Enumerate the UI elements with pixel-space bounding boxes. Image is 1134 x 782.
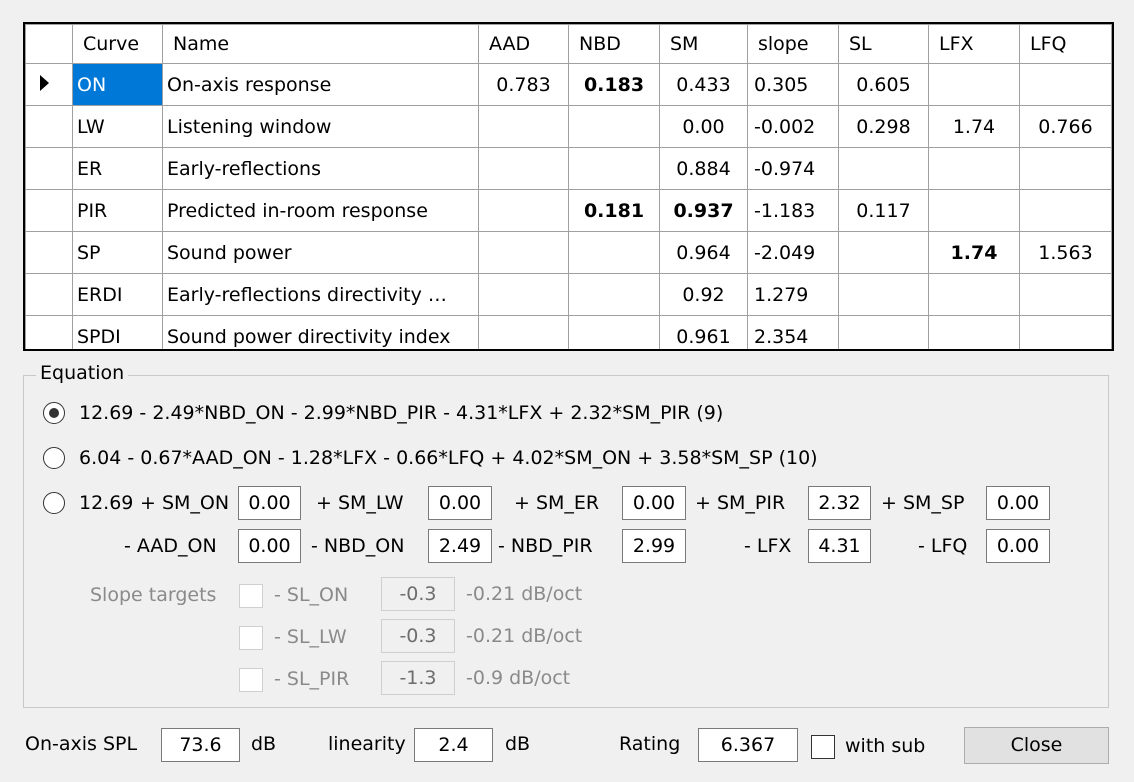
sl-on-field[interactable]: -0.3 [381,577,455,611]
table-row[interactable] [26,190,1112,232]
cell-lfq[interactable]: 1.563 [1020,232,1112,274]
cell-name[interactable]: Early-reflections [163,148,479,190]
cell-slope[interactable]: 1.279 [748,274,839,316]
cell-sm[interactable]: 0.433 [660,64,748,106]
cell-nbd[interactable] [569,148,660,190]
cell-nbd[interactable]: 0.181 [569,190,660,232]
sl-on-target: -0.21 dB/oct [466,583,583,605]
cell-sl[interactable]: 0.117 [839,190,929,232]
cell-sm[interactable]: 0.961 [660,316,748,352]
cell-lfq[interactable] [1020,316,1112,352]
lfx-field[interactable]: 4.31 [808,529,871,563]
linearity-unit: dB [505,733,531,755]
rating-field[interactable]: 6.367 [698,728,798,762]
lfq-field[interactable]: 0.00 [986,529,1050,563]
cell-curve[interactable]: SP [73,232,163,274]
close-button[interactable]: Close [964,727,1109,764]
linearity-label: linearity [328,733,406,755]
cell-lfq[interactable] [1020,274,1112,316]
table-row[interactable] [26,316,1112,352]
cell-curve[interactable]: PIR [73,190,163,232]
custom-constant: 12.69 [79,492,134,514]
cell-sm[interactable]: 0.964 [660,232,748,274]
table-row[interactable] [26,64,1112,106]
spl-unit: dB [251,733,277,755]
equation-legend: Equation [36,362,128,384]
equation-option-10-label[interactable]: 6.04 - 0.67*AAD_ON - 1.28*LFX - 0.66*LFQ + 4.02*SM_ON + 3.58*SM_SP (10) [79,447,818,469]
cell-lfq[interactable] [1020,64,1112,106]
row-header[interactable] [26,64,73,106]
sl-lw-checkbox[interactable] [239,626,263,650]
cell-name[interactable]: On-axis response [163,64,479,106]
cell-name[interactable]: Sound power directivity index [163,316,479,352]
cell-curve[interactable]: LW [73,106,163,148]
spl-field[interactable]: 73.6 [161,728,240,762]
cell-lfx[interactable] [929,316,1020,352]
cell-lfx[interactable]: 1.74 [929,106,1020,148]
cell-aad[interactable] [479,106,569,148]
cell-lfq[interactable] [1020,190,1112,232]
row-header[interactable] [26,106,73,148]
cell-lfx[interactable] [929,148,1020,190]
sl-pir-checkbox[interactable] [239,668,263,692]
cell-curve[interactable]: ER [73,148,163,190]
sl-on-label: - SL_ON [274,584,349,606]
nbd-pir-field[interactable]: 2.99 [622,529,686,563]
cell-slope[interactable]: -2.049 [748,232,839,274]
cell-lfx[interactable] [929,190,1020,232]
cell-sm[interactable]: 0.884 [660,148,748,190]
cell-nbd[interactable] [569,106,660,148]
cell-curve[interactable]: SPDI [73,316,163,352]
sm-sp-label: + SM_SP [881,492,965,514]
cell-name[interactable]: Predicted in-room response [163,190,479,232]
col-header-name[interactable]: Name [163,25,479,64]
cell-sm[interactable]: 0.937 [660,190,748,232]
lfx-label: - LFX [744,535,792,557]
sm-on-label: + SM_ON [140,492,230,514]
sl-lw-target: -0.21 dB/oct [466,625,583,647]
cell-slope[interactable]: -1.183 [748,190,839,232]
sm-pir-label: + SM_PIR [695,492,786,514]
cell-aad[interactable] [479,190,569,232]
sl-pir-target: -0.9 dB/oct [466,667,571,689]
cell-sm[interactable]: 0.00 [660,106,748,148]
cell-lfq[interactable] [1020,148,1112,190]
col-header-slope[interactable]: slope [748,25,839,64]
table-row[interactable] [26,106,1112,148]
table-row[interactable] [26,274,1112,316]
sl-on-checkbox[interactable] [239,584,263,608]
cell-slope[interactable]: 2.354 [748,316,839,352]
nbd-pir-label: - NBD_PIR [498,535,593,557]
sm-pir-field[interactable]: 2.32 [808,486,871,520]
sm-er-field[interactable]: 0.00 [622,486,686,520]
cell-sl[interactable] [839,148,929,190]
col-header-curve[interactable]: Curve [73,25,163,64]
sl-lw-field[interactable]: -0.3 [381,619,455,653]
cell-name[interactable]: Sound power [163,232,479,274]
spl-label: On-axis SPL [25,733,138,755]
cell-lfx[interactable]: 1.74 [929,232,1020,274]
col-header-lfx[interactable]: LFX [929,25,1020,64]
with-sub-label[interactable]: with sub [845,735,926,757]
sm-on-field[interactable]: 0.00 [238,486,301,520]
cell-lfq[interactable]: 0.766 [1020,106,1112,148]
cell-sl[interactable] [839,274,929,316]
col-header-sm[interactable]: SM [660,25,748,64]
row-header[interactable] [26,232,73,274]
curve-grid[interactable] [23,22,1114,351]
cell-aad[interactable] [479,232,569,274]
table-row[interactable] [26,232,1112,274]
row-header-corner [26,25,73,64]
cell-slope[interactable]: -0.974 [748,148,839,190]
table-row[interactable] [26,148,1112,190]
row-header[interactable] [26,274,73,316]
cell-sm[interactable]: 0.92 [660,274,748,316]
cell-curve[interactable]: ERDI [73,274,163,316]
cell-aad[interactable]: 0.783 [479,64,569,106]
cell-slope[interactable]: -0.002 [748,106,839,148]
cell-sl[interactable] [839,232,929,274]
sl-lw-label: - SL_LW [274,626,347,648]
sm-lw-field[interactable]: 0.00 [428,486,492,520]
sm-er-label: + SM_ER [514,492,600,514]
equation-radio-9[interactable] [43,402,65,424]
cell-nbd[interactable] [569,232,660,274]
cell-aad[interactable] [479,148,569,190]
linearity-field[interactable]: 2.4 [414,728,493,762]
row-header[interactable] [26,316,73,352]
equation-radio-custom[interactable] [43,492,65,514]
row-header[interactable] [26,190,73,232]
aad-on-field[interactable]: 0.00 [238,529,301,563]
cell-nbd[interactable] [569,274,660,316]
aad-on-label: - AAD_ON [124,535,217,557]
current-row-pointer-icon [40,75,49,91]
sm-lw-label: + SM_LW [316,492,404,514]
rating-label: Rating [619,733,681,755]
cell-nbd[interactable]: 0.183 [569,64,660,106]
col-header-aad[interactable]: AAD [479,25,569,64]
col-header-nbd[interactable]: NBD [569,25,660,64]
with-sub-checkbox[interactable] [811,735,835,759]
cell-lfx[interactable] [929,64,1020,106]
cell-curve[interactable]: ON [73,64,163,106]
cell-name[interactable]: Early-reflections directivity … [163,274,479,316]
lfq-label: - LFQ [918,535,968,557]
cell-sl[interactable]: 0.605 [839,64,929,106]
cell-aad[interactable] [479,274,569,316]
row-header[interactable] [26,148,73,190]
cell-name[interactable]: Listening window [163,106,479,148]
cell-sl[interactable]: 0.298 [839,106,929,148]
sl-pir-field[interactable]: -1.3 [381,661,455,695]
nbd-on-field[interactable]: 2.49 [428,529,492,563]
cell-slope[interactable]: 0.305 [748,64,839,106]
grid-header-row [26,25,1112,64]
col-header-lfq[interactable]: LFQ [1020,25,1112,64]
sm-sp-field[interactable]: 0.00 [986,486,1050,520]
nbd-on-label: - NBD_ON [311,535,405,557]
slope-targets-label: Slope targets [90,584,217,606]
sl-pir-label: - SL_PIR [274,668,350,690]
equation-option-9-label[interactable]: 12.69 - 2.49*NBD_ON - 2.99*NBD_PIR - 4.31*LFX + 2.32*SM_PIR (9) [79,402,724,424]
col-header-sl[interactable]: SL [839,25,929,64]
cell-sl[interactable] [839,316,929,352]
cell-aad[interactable] [479,316,569,352]
cell-nbd[interactable] [569,316,660,352]
cell-lfx[interactable] [929,274,1020,316]
equation-radio-10[interactable] [43,447,65,469]
